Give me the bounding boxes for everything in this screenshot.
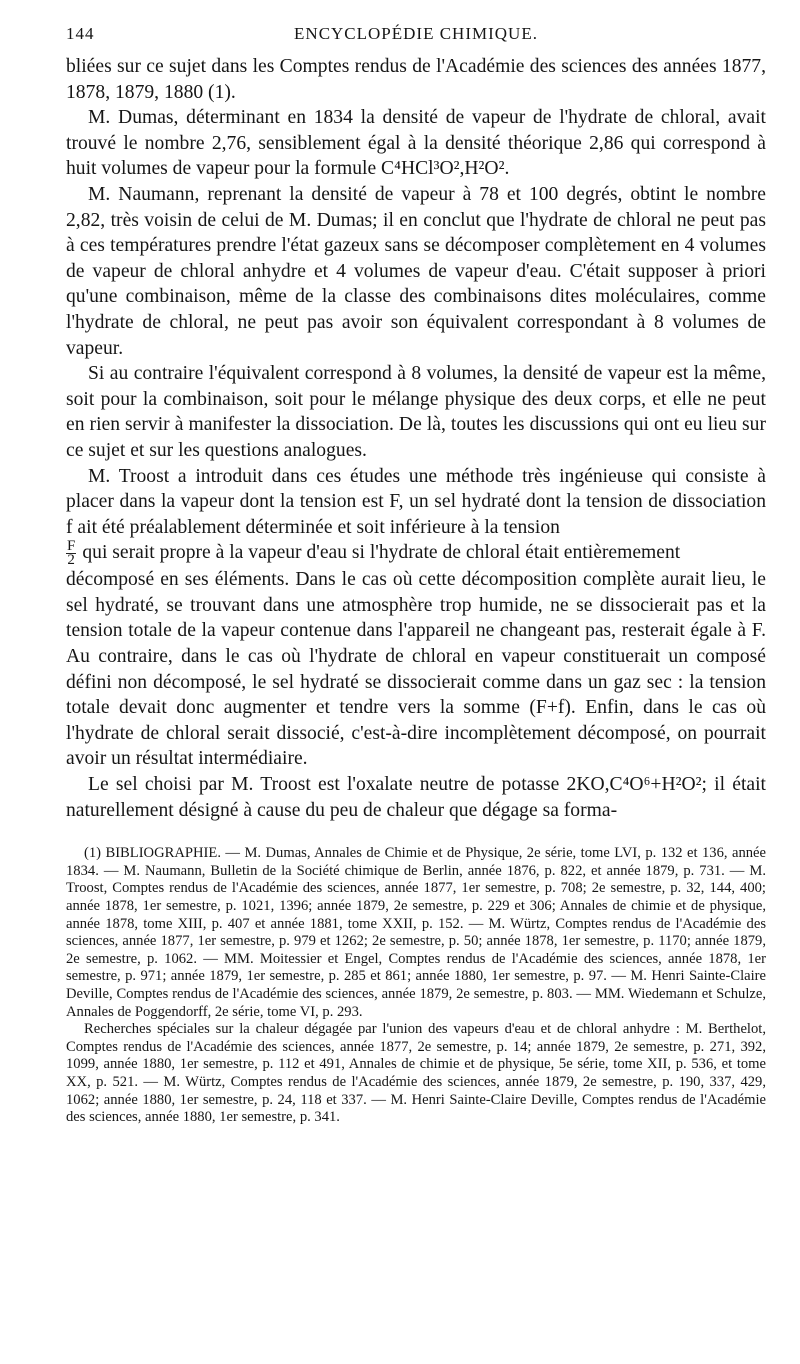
- paragraph: M. Dumas, déterminant en 1834 la densité de vapeur de l'hydrate de chloral, avait trouvé le nombre 2,76, sensiblement égal à la densité théorique 2,86 qui correspond à huit volumes de vapeur pour la formule C⁴HCl³O²,H²O².: [66, 107, 766, 180]
- fraction-denominator: 2: [67, 552, 75, 569]
- paragraph: Si au contraire l'équivalent correspond à 8 volumes, la densité de vapeur est la même, soit pour la combinaison, soit pour le mélange physique des deux corps, et elle ne peut en rien servir à manifester la dissociation. De là, toutes les discussions qui ont eu lieu sur ce sujet et sur les questions analogues.: [66, 363, 766, 461]
- footnote: Recherches spéciales sur la chaleur dégagée par l'union des vapeurs d'eau et de chloral anhydre : M. Berthelot, Comptes rendus de l'Académie des sciences, année 1877, 2e semestre, p. 14; année 1879, 2e semestre, p. 271, 392, 1099, année 1880, 1er semestre, p. 112 et 491, Annales de chimie et de physique, 5e série, tome XII, p. 536, et tome XX, p. 521. — M. Würtz, Comptes rendus de l'Académie des sciences, année 1879, 2e semestre, p. 190, 337, 429, 1062; année 1880, 1er semestre, p. 24, 118 et 337. — M. Henri Sainte-Claire Deville, Comptes rendus de l'Académie des sciences, année 1880, 1er semestre, p. 341.: [66, 1021, 766, 1126]
- page-number: 144: [66, 24, 95, 43]
- running-title: ENCYCLOPÉDIE CHIMIQUE.: [294, 24, 538, 43]
- fraction-numerator: F: [67, 538, 76, 555]
- fraction-line: [66, 540, 766, 567]
- page-header: [66, 24, 766, 54]
- paragraph: M. Naumann, reprenant la densité de vapeur à 78 et 100 degrés, obtint le nombre 2,82, très voisin de celui de M. Dumas; il en conclut que l'hydrate de chloral ne peut pas à ces températures prendre l'état gazeux sans se décomposer complètement en 4 volumes de vapeur de chloral anhydre et 4 volumes de vapeur d'eau. C'était supposer à priori qu'une combinaison, même de la classe des combinaisons dites moléculaires, comme l'hydrate de chloral, ne peut pas avoir son équivalent correspondant à 8 volumes de vapeur.: [66, 183, 766, 359]
- footnote: (1) BIBLIOGRAPHIE. — M. Dumas, Annales de Chimie et de Physique, 2e série, tome LVI, p. 132 et 136, année 1834. — M. Naumann, Bulletin de la Société chimique de Berlin, année 1876, p. 822, et année 1879, p. 731. — M. Troost, Comptes rendus de l'Académie des sciences, année 1877, 1er semestre, p. 708; 2e semestre, p. 32, 144, 400; année 1878, 1er semestre, p. 1021, 1396; année 1879, 2e semestre, p. 229 et 306; Annales de chimie et de physique, année 1878, tome XIII, p. 407 et année 1881, tome XXII, p. 152. — M. Würtz, Comptes rendus de l'Académie des sciences, année 1877, 1er semestre, p. 979 et 1262; 2e semestre, p. 50; année 1878, 1er semestre, p. 1170; année 1879, 2e semestre, p. 1062. — MM. Moitessier et Engel, Comptes rendus de l'Académie des sciences, année 1878, 1er semestre, p. 971; année 1879, 1er semestre, p. 285 et 861; année 1880, 1er semestre, p. 97. — M. Henri Sainte-Claire Deville, Comptes rendus de l'Académie des sciences, année 1879, 2e semestre, p. 803. — MM. Wiedemann et Schulze, Annales de Poggendorff, 2e série, tome VI, p. 293.: [66, 845, 766, 1020]
- paragraph: M. Troost a introduit dans ces études une méthode très ingénieuse qui consiste à placer dans la vapeur dont la tension est F, un sel hydraté dont la tension de dissociation f ait été préalablement déterminée et soit inférieure à la tension: [66, 465, 766, 538]
- footnotes: [66, 845, 766, 1127]
- paragraph-continuation: qui serait propre à la vapeur d'eau si l'hydrate de chloral était entièremement: [82, 542, 681, 564]
- fraction: [66, 540, 76, 567]
- document-page: [66, 24, 766, 1127]
- paragraph: bliées sur ce sujet dans les Comptes rendus de l'Académie des sciences des années 1877, 1878, 1879, 1880 (1).: [66, 56, 766, 103]
- paragraph: Le sel choisi par M. Troost est l'oxalate neutre de potasse 2KO,C⁴O⁶+H²O²; il était naturellement désigné à cause du peu de chaleur que dégage sa forma-: [66, 774, 766, 821]
- main-text: [66, 54, 766, 823]
- paragraph: décomposé en ses éléments. Dans le cas où cette décomposition complète aurait lieu, le sel hydraté, se trouvant dans une atmosphère trop humide, ne se dissocierait pas et la tension totale de la vapeur contenue dans l'appareil ne changeant pas, resterait égale à F. Au contraire, dans le cas où l'hydrate de chloral en vapeur constituerait un composé défini non décomposé, le sel hydraté se dissocierait comme dans un gaz sec : la tension totale devait donc augmenter et tendre vers la somme (F+f). Enfin, dans le cas où l'hydrate de chloral serait dissocié, c'est-à-dire incomplètement décomposé, on pourrait avoir un résultat intermédiaire.: [66, 569, 766, 770]
